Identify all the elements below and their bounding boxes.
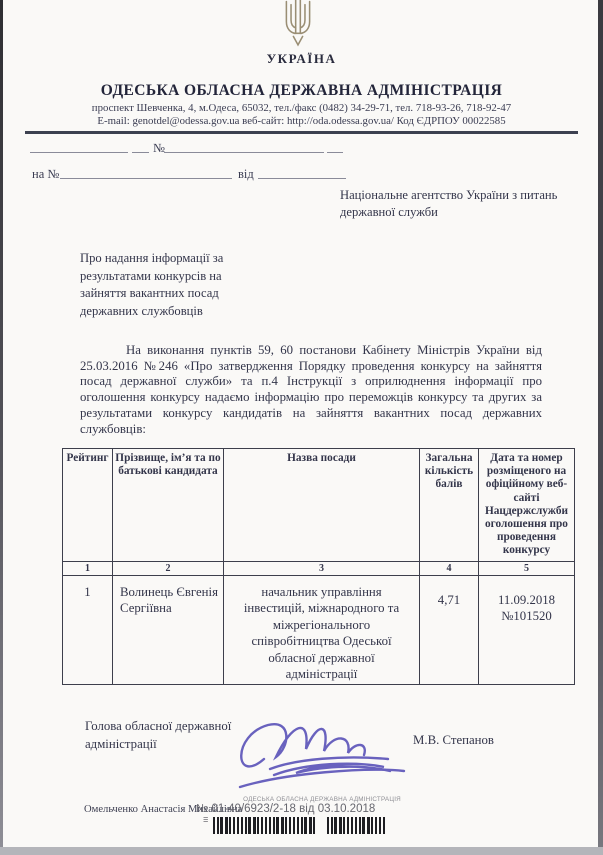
country-name: УКРАЇНА (266, 51, 337, 66)
subject-line: Про надання інформації за (80, 251, 224, 265)
column-number: 4 (420, 561, 479, 575)
recipient-block: Національне агентство України з питань державної служби (340, 188, 558, 219)
column-number: 2 (113, 561, 224, 575)
col-header-position: Назва посади (224, 449, 420, 562)
executor-name: Омельченко Анастасія Михайлівна (84, 804, 243, 815)
from-label: від (238, 167, 254, 181)
subject-line: державних службовців (80, 303, 203, 318)
body-paragraph: На виконання пунктів 59, 60 постанови Кабінету Міністрів України від 25.03.2016 №246 «Про затвердження Порядку проведення конкурсу на зайняття посад державної служби» та п.4 Інструкції з оприлюднення інформації про оголошення конкурсу надаємо інформацію про переможців конкурсу та других за результатами конкурсу кандидатів на зайняття вакантних посад державних службовців: (80, 343, 542, 436)
incoming-date-blank (258, 166, 346, 179)
barcode (327, 817, 385, 834)
number-label: № (153, 141, 165, 155)
cell-candidate-name: Волинець Євгенія Сергіївна (113, 575, 224, 684)
barcode-start-mark: ☰ (203, 818, 209, 824)
cell-position: начальник управління інвестицій, міжнародного та міжрегіонального співробітництва Одеської обласної державної адміністрації (224, 575, 420, 684)
col-header-announcement: Дата та номер розміщеного на офіційному веб-сайті Нацдержслужби оголошення про проведення конкурсу (479, 449, 575, 562)
incoming-number-blank (60, 166, 232, 179)
table-row (63, 575, 575, 684)
outgoing-date-blank-2 (132, 140, 149, 153)
scan-edge-right (598, 0, 603, 847)
outgoing-number-blank (164, 140, 324, 153)
column-number-row (63, 561, 575, 575)
table-header-row (63, 449, 575, 562)
col-header-score: Загальна кількість балів (420, 449, 479, 562)
outgoing-number-blank-2 (327, 140, 343, 153)
col-header-candidate: Прізвище, ім’я та по батькові кандидата (113, 449, 224, 562)
ukraine-trident-icon (277, 0, 319, 48)
contacts-line: E-mail: genotdel@odessa.gov.ua веб-сайт: http://oda.odessa.gov.ua/ Код ЄДРПОУ 00022585 (97, 115, 506, 127)
column-number: 3 (224, 561, 420, 575)
column-number: 5 (479, 561, 575, 575)
on-number-label: на № (32, 167, 60, 181)
handwritten-signature (226, 697, 411, 805)
signer-name: М.В. Степанов (413, 733, 494, 747)
competition-results-table (62, 448, 575, 685)
cell-rank: 1 (63, 575, 113, 684)
column-number: 1 (63, 561, 113, 575)
scan-edge-bottom (0, 847, 603, 855)
letterhead-divider (25, 131, 578, 134)
col-header-rating: Рейтинг (63, 449, 113, 562)
cell-announcement: 11.09.2018 №101520 (479, 575, 575, 684)
barcode (213, 817, 315, 834)
address-line: проспект Шевченка, 4, м.Одеса, 65032, тел./факс (0482) 34-29-71, тел. 718-93-26, 718-92-47 (91, 102, 512, 114)
subject-line: результатами конкурсів на (80, 268, 222, 283)
signer-title: Голова обласної державної адміністрації (85, 719, 232, 751)
stamp-registration-number: № 01-40/6923/2-18 від 03.10.2018 (196, 803, 376, 815)
cell-score: 4,71 (420, 575, 479, 684)
subject-block (80, 250, 280, 320)
scan-edge-left (0, 0, 3, 847)
subject-line: зайняття вакантних посад (80, 286, 219, 300)
stamp-organization: ОДЕСЬКА ОБЛАСНА ДЕРЖАВНА АДМІНІСТРАЦІЯ (243, 796, 401, 803)
organization-name: ОДЕСЬКА ОБЛАСНА ДЕРЖАВНА АДМІНІСТРАЦІЯ (100, 82, 503, 99)
outgoing-date-blank (30, 140, 128, 153)
